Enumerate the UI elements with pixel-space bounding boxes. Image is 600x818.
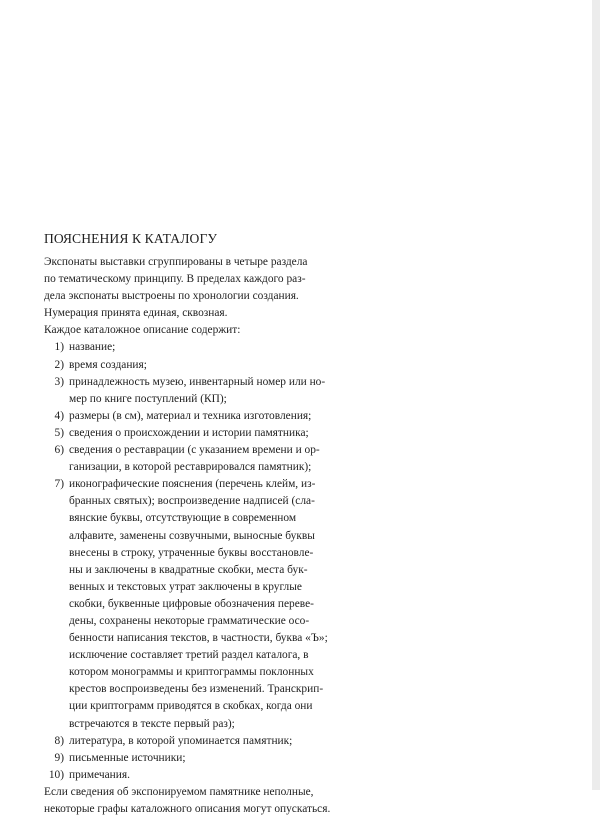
list-item — [44, 408, 334, 425]
intro-paragraph — [44, 254, 334, 339]
list-item — [44, 339, 334, 356]
text-line: Экспонаты выставки сгруппированы в четыре раздела — [44, 256, 308, 268]
item-text: котором монограммы и криптограммы поклонных — [69, 666, 314, 679]
item-text: вянские буквы, отсутствующие в современном — [69, 512, 297, 525]
item-text: ции криптограмм приводятся в скобках, когда они — [69, 700, 313, 713]
item-number: 3) — [54, 375, 64, 388]
list-item — [44, 476, 334, 732]
item-text: ны и заключены в квадратные скобки, места бук- — [69, 563, 308, 576]
item-number: 9) — [54, 751, 64, 764]
item-text: внесены в строку, утраченные буквы восстановле- — [69, 546, 314, 559]
item-text: венных и текстовых утрат заключены в круглые — [69, 580, 302, 593]
item-text: ганизации, в которой реставрировался памятник); — [69, 461, 312, 474]
item-text: сведения о происхождении и истории памятника; — [69, 426, 309, 439]
text-line: некоторые графы каталожного описания могут опускаться. — [44, 803, 331, 815]
list-item — [44, 374, 334, 408]
text-line: дела экспонаты выстроены по хронологии создания. — [44, 290, 299, 303]
item-text: иконографические пояснения (перечень клейм, из- — [69, 478, 316, 491]
item-number: 6) — [54, 444, 64, 457]
list-item — [44, 425, 334, 442]
item-text: письменные источники; — [69, 751, 186, 764]
item-text: исключение составляет третий раздел каталога, в — [69, 649, 309, 662]
item-text: бранных святых); воспроизведение надписей (сла- — [69, 495, 315, 508]
text-line: Каждое каталожное описание содержит: — [44, 324, 241, 337]
item-number: 4) — [54, 409, 64, 422]
item-text: примечания. — [69, 768, 130, 781]
list-item — [44, 750, 334, 767]
item-text: дены, сохранены некоторые грамматические осо- — [69, 614, 310, 627]
outro-paragraph — [44, 784, 334, 818]
item-text: скобки, буквенные цифровые обозначения переве- — [69, 597, 314, 610]
item-number: 8) — [54, 734, 64, 747]
item-text: время создания; — [69, 358, 147, 371]
item-number: 10) — [48, 768, 64, 781]
list-item — [44, 442, 334, 476]
item-text: название; — [69, 341, 116, 354]
list-item — [44, 733, 334, 750]
item-number: 1) — [54, 341, 64, 354]
list-item — [44, 357, 334, 374]
item-text: алфавите, заменены созвучными, выносные буквы — [69, 529, 315, 542]
catalog-notes — [44, 231, 334, 818]
item-text: мер по книге поступлений (КП); — [69, 392, 227, 405]
text-line: Если сведения об экспонируемом памятнике неполные, — [44, 785, 314, 798]
item-text: крестов воспроизведены без изменений. Транскрип- — [69, 683, 324, 696]
list-item — [44, 767, 334, 784]
item-text: размеры (в см), материал и техника изготовления; — [69, 409, 312, 422]
item-text: литература, в которой упоминается памятник; — [69, 734, 293, 747]
page-edge-shadow — [592, 0, 600, 790]
item-number: 5) — [54, 426, 64, 439]
text-line: по тематическому принципу. В пределах каждого раз- — [44, 273, 306, 286]
text-line: Нумерация принята единая, сквозная. — [44, 307, 228, 320]
item-text: сведения о реставрации (с указанием времени и ор- — [69, 444, 320, 457]
item-text: бенности написания текстов, в частности, буква «Ъ»; — [69, 632, 328, 645]
item-number: 7) — [54, 478, 64, 491]
contents-list — [44, 339, 334, 783]
item-text: принадлежность музею, инвентарный номер или но- — [69, 375, 326, 388]
item-text: встречаются в тексте первый раз); — [69, 717, 235, 730]
section-heading: ПОЯСНЕНИЯ К КАТАЛОГУ — [44, 231, 218, 246]
item-number: 2) — [54, 358, 64, 371]
